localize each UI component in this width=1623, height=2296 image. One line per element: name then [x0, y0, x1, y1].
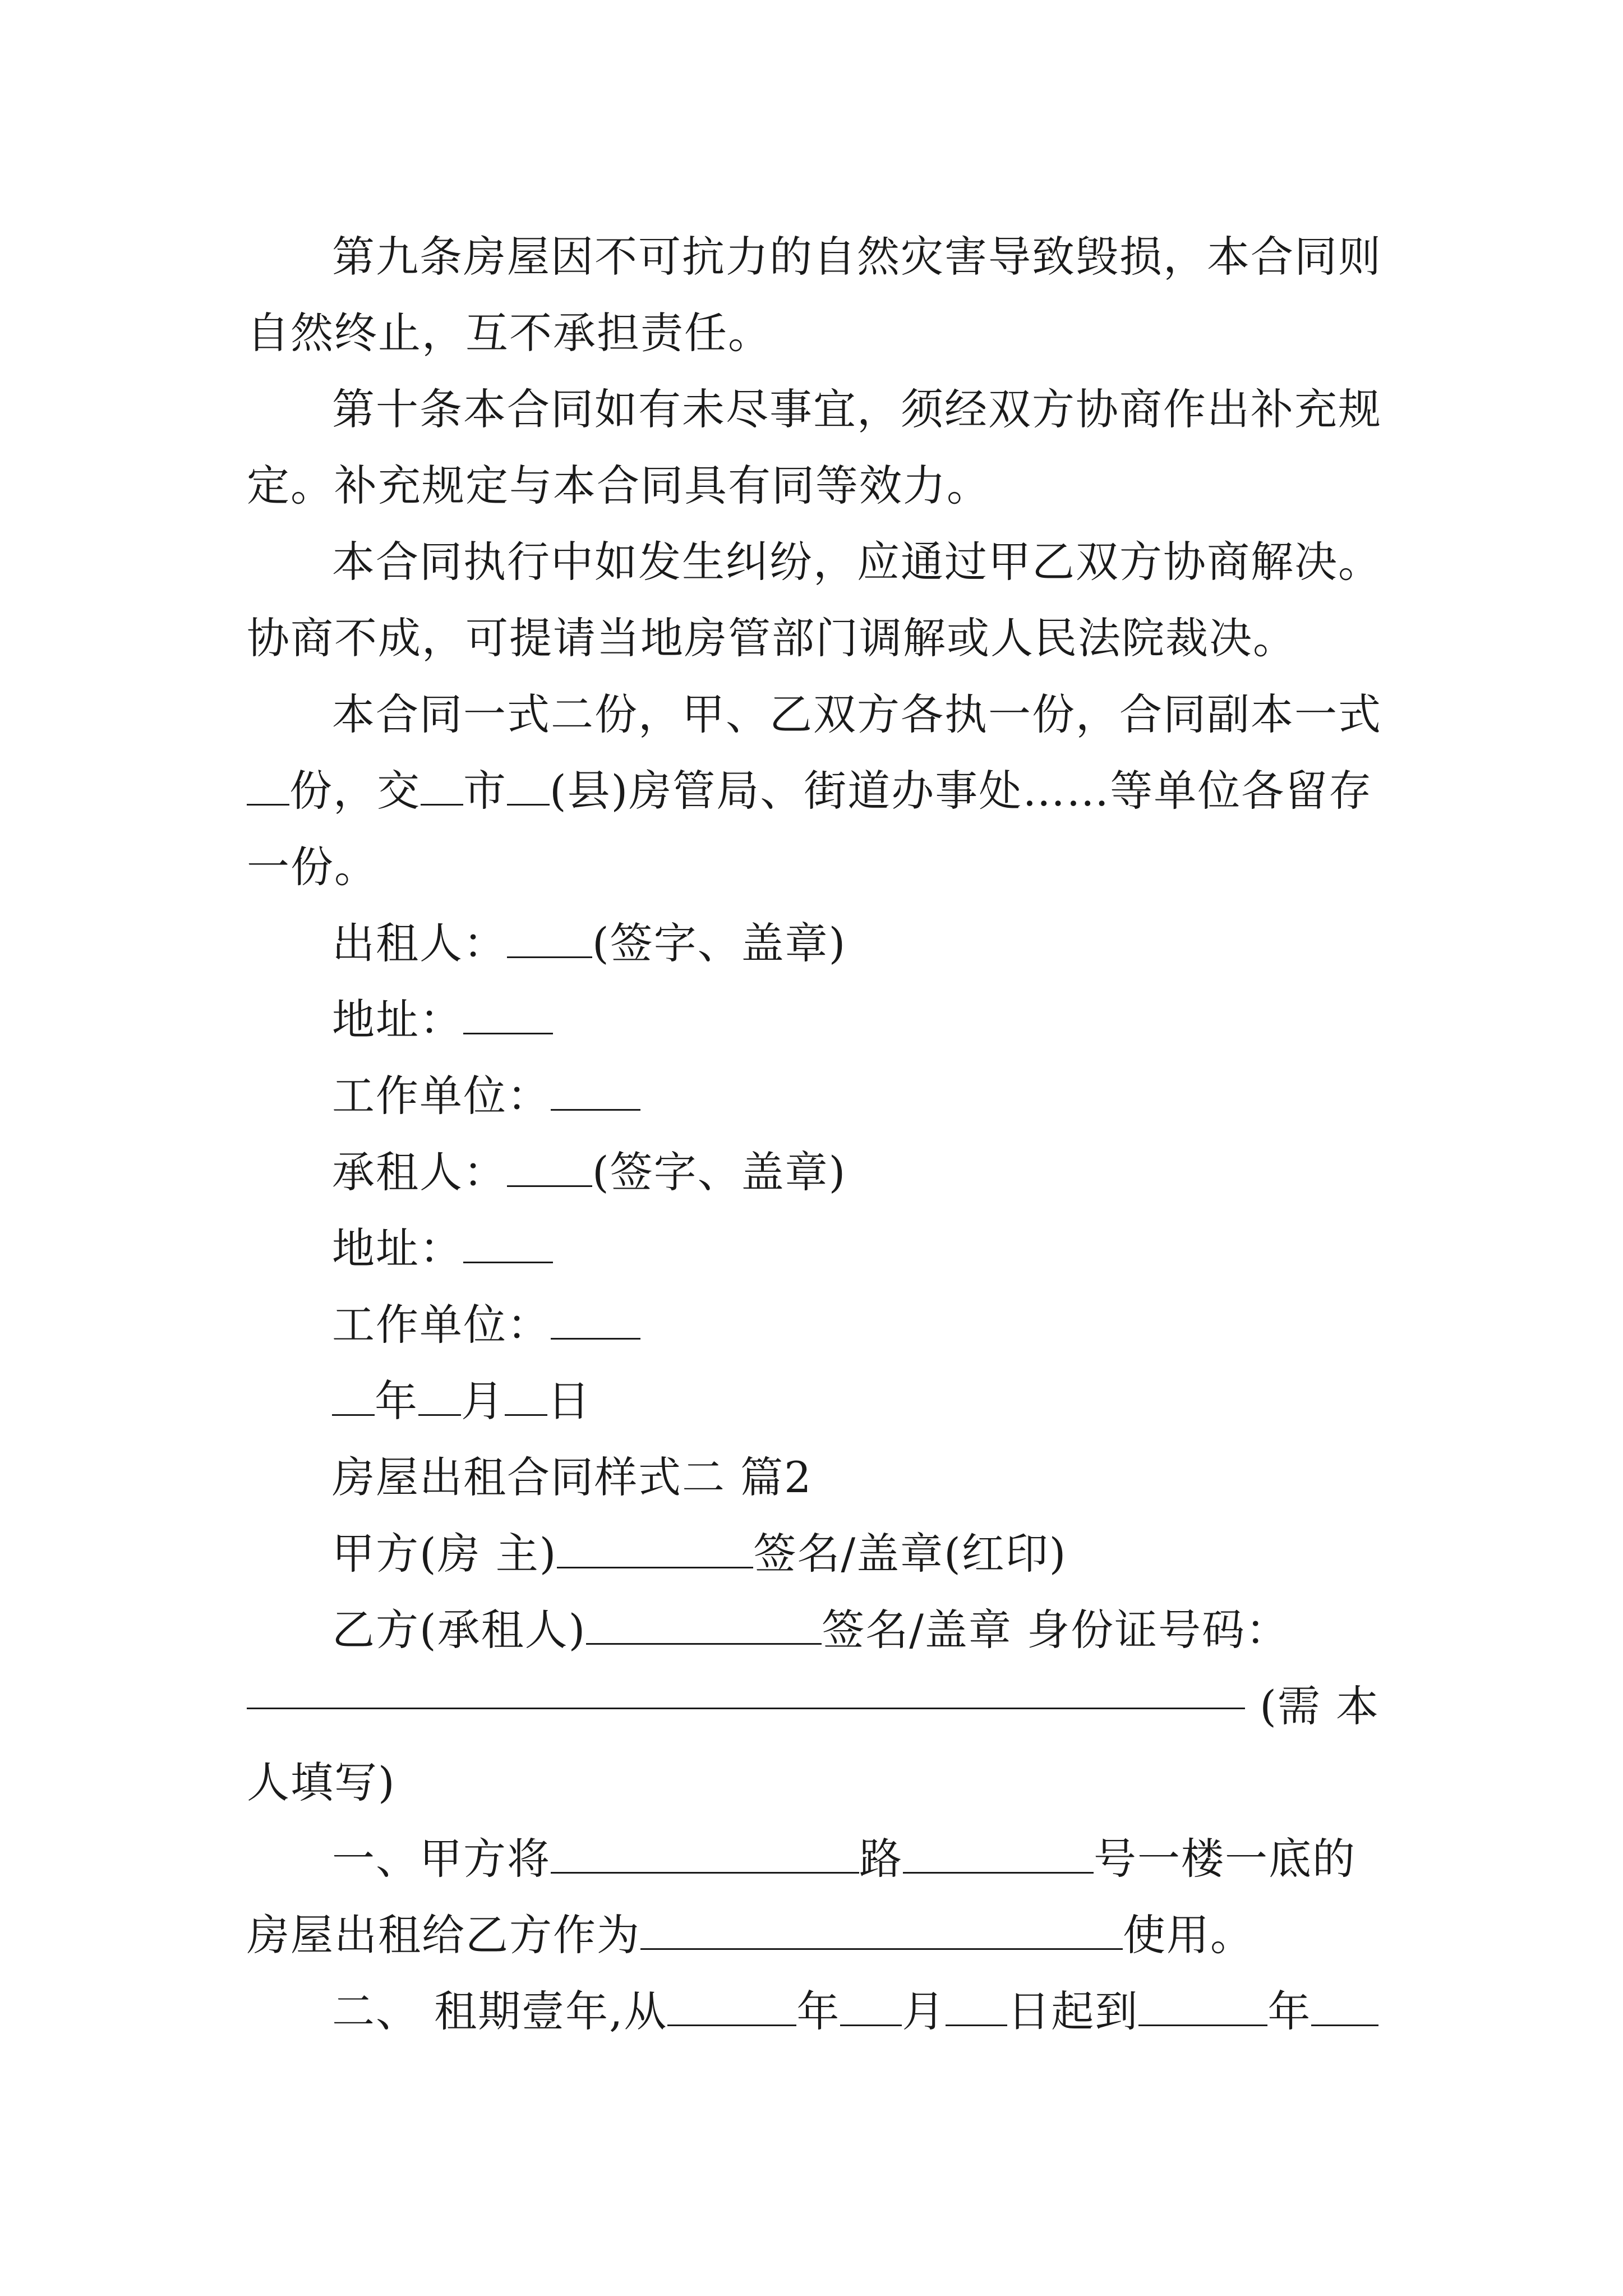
month-label: 月 [461, 1376, 505, 1426]
lessee-line [247, 1134, 1380, 1211]
section-title-text: 房屋出租合同样式二 篇2 [332, 1452, 813, 1502]
copies-line-2 [247, 753, 1380, 829]
item-1-line-2 [247, 1897, 1380, 1973]
blank-field[interactable] [421, 765, 463, 806]
text: 第九条房屋因不可抗力的自然灾害导致毁损，本合同则 [332, 232, 1382, 282]
item-1-line-1 [247, 1821, 1380, 1897]
document-body [247, 219, 1380, 2050]
blank-field[interactable] [507, 765, 550, 806]
party-b-line [247, 1592, 1380, 1668]
usage-blank[interactable] [640, 1909, 1123, 1950]
lessor-address-blank[interactable] [463, 993, 553, 1034]
lessee-address-line [247, 1211, 1380, 1287]
lessee-work-blank[interactable] [551, 1299, 640, 1340]
text: 路 [859, 1834, 903, 1884]
lessor-work-line [247, 1058, 1380, 1134]
copies-line-3 [247, 829, 1380, 905]
text: 份，交 [289, 766, 421, 816]
end-year-blank[interactable] [1138, 1985, 1267, 2026]
text: 协商不成，可提请当地房管部门调解或人民法院裁决。 [247, 613, 1297, 663]
text: 一、甲方将 [332, 1834, 551, 1884]
party-b-blank[interactable] [586, 1604, 822, 1645]
id-number-blank[interactable] [247, 1668, 1245, 1709]
id-note-line-2 [247, 1745, 1380, 1821]
id-note-continued: 人填写) [247, 1757, 396, 1807]
lessor-line [247, 905, 1380, 982]
lessor-name-blank[interactable] [507, 917, 592, 958]
text: 自然终止，互不承担责任。 [247, 308, 772, 358]
text: 第十条本合同如有未尽事宜，须经双方协商作出补充规 [332, 384, 1382, 434]
dispute-line-2 [247, 600, 1380, 677]
party-b-label: 乙方(承租人) [332, 1605, 587, 1655]
item-2-line-1 [247, 1973, 1380, 2050]
lessor-work-label: 工作单位： [332, 1071, 551, 1121]
text: 年 [796, 1986, 841, 2036]
start-day-blank[interactable] [946, 1985, 1007, 2026]
section-title [247, 1439, 1380, 1516]
lessee-name-blank[interactable] [507, 1146, 592, 1187]
text: 日起到 [1007, 1986, 1139, 2036]
text: 二、 租期壹年,从 [332, 1986, 668, 2036]
party-a-label: 甲方(房 主) [332, 1529, 557, 1579]
text: 月 [902, 1986, 946, 2036]
copies-line-1 [247, 677, 1380, 753]
party-a-sign: 签名/盖章(红印) [753, 1529, 1067, 1579]
party-b-sign: 签名/盖章 身份证号码： [822, 1605, 1290, 1655]
day-blank[interactable] [505, 1375, 547, 1416]
text: 年 [1267, 1986, 1312, 2036]
party-a-line [247, 1516, 1380, 1592]
text: 房屋出租给乙方作为 [247, 1910, 640, 1960]
day-label: 日 [547, 1376, 591, 1426]
party-a-blank[interactable] [557, 1527, 753, 1568]
lessee-work-line [247, 1287, 1380, 1363]
end-month-blank[interactable] [1311, 1985, 1378, 2026]
date-line [247, 1363, 1380, 1439]
lessor-sign-note: (签字、盖章) [592, 918, 847, 968]
text: 一份。 [247, 842, 378, 892]
text: 市 [463, 766, 507, 816]
month-blank[interactable] [418, 1375, 461, 1416]
year-blank[interactable] [332, 1375, 375, 1416]
lessee-work-label: 工作单位： [332, 1300, 551, 1350]
text: 本合同执行中如发生纠纷，应通过甲乙双方协商解决。 [332, 537, 1382, 587]
road-blank[interactable] [551, 1833, 859, 1874]
lessee-label: 承租人： [332, 1147, 507, 1197]
blank-field[interactable] [247, 765, 289, 806]
id-number-line [247, 1668, 1380, 1745]
article-10-line-1 [247, 371, 1380, 448]
lessee-address-label: 地址： [332, 1223, 463, 1273]
text: (县)房管局、街道办事处……等单位各留存 [550, 766, 1373, 816]
article-10-line-2 [247, 448, 1380, 524]
start-month-blank[interactable] [840, 1985, 902, 2026]
lessee-address-blank[interactable] [463, 1222, 553, 1263]
lessor-address-label: 地址： [332, 995, 463, 1045]
start-year-blank[interactable] [667, 1985, 796, 2026]
year-label: 年 [375, 1376, 418, 1426]
text: 号一楼一底的 [1094, 1834, 1356, 1884]
text: 定。补充规定与本合同具有同等效力。 [247, 461, 990, 510]
dispute-line-1 [247, 524, 1380, 600]
lessor-work-blank[interactable] [551, 1070, 640, 1111]
number-blank[interactable] [903, 1833, 1094, 1874]
article-9-line-2 [247, 295, 1380, 371]
text: 使用。 [1123, 1910, 1254, 1960]
article-9-line-1 [247, 219, 1380, 295]
lessor-address-line [247, 982, 1380, 1058]
lessee-sign-note: (签字、盖章) [592, 1147, 847, 1197]
text: 本合同一式二份，甲、乙双方各执一份，合同副本一式 [332, 689, 1382, 739]
lessor-label: 出租人： [332, 918, 507, 968]
id-note: (需 本 [1260, 1681, 1380, 1731]
